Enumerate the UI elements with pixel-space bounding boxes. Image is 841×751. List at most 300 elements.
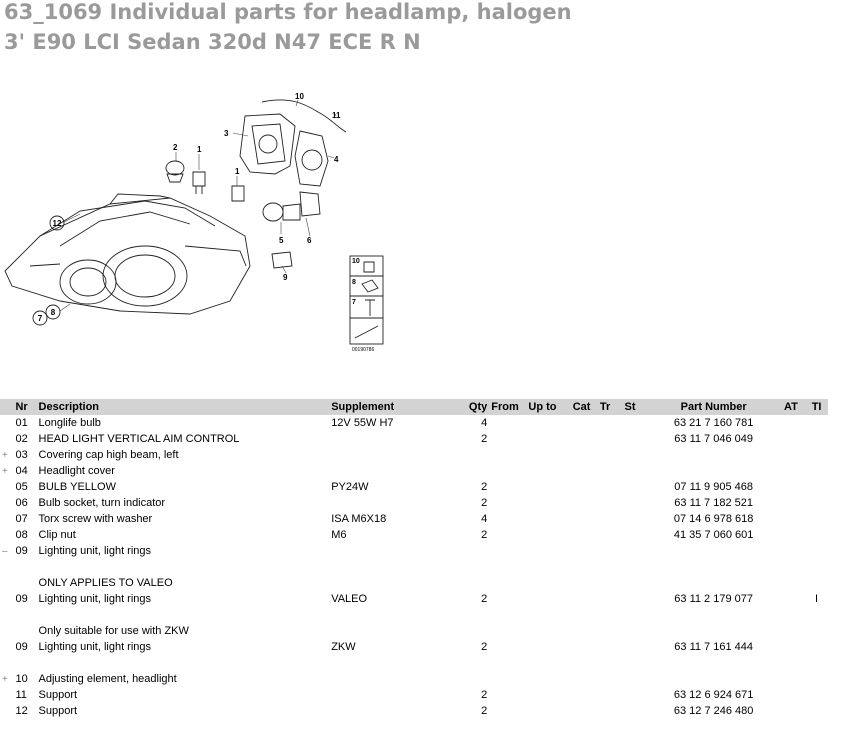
expand-toggle <box>0 575 13 591</box>
table-row[interactable] <box>0 495 828 511</box>
row-nr <box>13 575 36 591</box>
row-st <box>622 415 650 431</box>
row-st <box>622 671 650 687</box>
row-description: Support <box>38 705 78 717</box>
row-cat <box>571 495 598 511</box>
row-description: Clip nut <box>38 529 76 541</box>
row-nr: 08 <box>15 529 28 541</box>
row-supplement: VALEO <box>331 593 368 605</box>
row-ti <box>805 559 828 575</box>
table-row[interactable] <box>0 415 828 431</box>
row-part-number <box>651 671 777 687</box>
row-cat <box>571 543 598 559</box>
expand-toggle[interactable]: + <box>2 449 8 461</box>
row-description: Lighting unit, light rings <box>38 593 152 605</box>
row-at <box>777 607 806 623</box>
row-from <box>489 431 526 447</box>
row-cat <box>571 671 598 687</box>
row-ti <box>805 575 828 591</box>
row-ti <box>805 703 828 719</box>
row-nr: 06 <box>15 497 28 509</box>
row-cat <box>571 559 598 575</box>
row-description: Covering cap high beam, left <box>38 449 179 461</box>
row-nr: 09 <box>15 545 28 557</box>
row-qty: 2 <box>481 689 488 701</box>
row-nr: 05 <box>15 481 28 493</box>
row-tr <box>598 655 623 671</box>
row-st <box>622 703 650 719</box>
table-row[interactable] <box>0 703 828 719</box>
row-st <box>622 447 650 463</box>
row-cat <box>571 575 598 591</box>
parts-table <box>0 399 828 719</box>
callout-6: 6 <box>307 236 312 245</box>
callout-8: 8 <box>50 308 56 317</box>
bulb-housing <box>240 114 328 186</box>
row-from <box>489 527 526 543</box>
row-upto <box>526 495 570 511</box>
row-description: BULB YELLOW <box>38 481 116 493</box>
row-st <box>622 463 650 479</box>
table-row[interactable] <box>0 559 828 575</box>
row-tr <box>598 415 623 431</box>
row-qty <box>457 559 490 575</box>
table-row[interactable] <box>0 543 828 559</box>
callout-2: 2 <box>173 143 178 152</box>
row-nr: 07 <box>15 513 28 525</box>
row-qty <box>457 655 490 671</box>
row-description: ONLY APPLIES TO VALEO <box>38 577 173 589</box>
row-nr: 02 <box>15 433 28 445</box>
row-at <box>777 639 806 655</box>
callout-4: 4 <box>334 155 339 164</box>
row-part-number <box>651 623 777 639</box>
row-upto <box>526 447 570 463</box>
row-supplement <box>329 703 456 719</box>
legend-7: 7 <box>352 299 356 306</box>
row-at <box>777 543 806 559</box>
row-upto <box>526 639 570 655</box>
row-qty: 2 <box>481 593 488 605</box>
row-qty <box>457 543 490 559</box>
row-supplement: 12V 55W H7 <box>331 417 394 429</box>
row-at <box>777 495 806 511</box>
row-supplement <box>329 543 456 559</box>
row-st <box>622 687 650 703</box>
row-st <box>622 607 650 623</box>
row-description: HEAD LIGHT VERTICAL AIM CONTROL <box>38 433 240 445</box>
row-upto <box>526 559 570 575</box>
callout-7: 7 <box>37 314 43 323</box>
row-at <box>777 447 806 463</box>
row-cat <box>571 639 598 655</box>
row-from <box>489 495 526 511</box>
expand-toggle[interactable]: + <box>2 465 8 477</box>
row-from <box>489 671 526 687</box>
col-tr: Tr <box>599 401 611 413</box>
row-description: Headlight cover <box>38 465 115 477</box>
row-qty <box>457 447 490 463</box>
expand-toggle <box>0 511 13 527</box>
row-qty: 2 <box>481 497 488 509</box>
row-st <box>622 431 650 447</box>
row-cat <box>571 511 598 527</box>
expand-toggle <box>0 607 13 623</box>
table-row[interactable] <box>0 623 828 639</box>
row-at <box>777 703 806 719</box>
row-st <box>622 591 650 607</box>
expand-toggle[interactable]: + <box>2 673 8 685</box>
row-description <box>37 559 330 575</box>
row-description <box>37 655 330 671</box>
row-at <box>777 463 806 479</box>
row-qty <box>457 575 490 591</box>
row-from <box>489 687 526 703</box>
row-ti <box>805 415 828 431</box>
row-supplement <box>329 687 456 703</box>
row-tr <box>598 607 623 623</box>
row-qty: 2 <box>481 481 488 493</box>
row-at <box>777 479 806 495</box>
row-at <box>777 591 806 607</box>
page-title: 63_1069 Individual parts for headlamp, halogen <box>4 0 572 24</box>
row-st <box>622 655 650 671</box>
row-tr <box>598 543 623 559</box>
row-from <box>489 479 526 495</box>
row-at <box>777 511 806 527</box>
row-nr: 04 <box>15 465 28 477</box>
row-supplement <box>329 655 456 671</box>
col-part-number: Part Number <box>680 401 747 413</box>
col-from: From <box>491 401 519 413</box>
row-upto <box>526 463 570 479</box>
row-from <box>489 607 526 623</box>
row-from <box>489 511 526 527</box>
row-tr <box>598 527 623 543</box>
diagram-id: 00190786 <box>352 347 375 353</box>
row-description <box>37 607 330 623</box>
callout-5: 5 <box>279 236 284 245</box>
row-cat <box>571 623 598 639</box>
row-nr: 11 <box>15 689 27 701</box>
row-supplement <box>329 463 456 479</box>
col-at: AT <box>783 401 798 413</box>
row-st <box>622 575 650 591</box>
row-nr: 09 <box>15 641 28 653</box>
row-part-number[interactable]: 41 35 7 060 601 <box>673 529 754 541</box>
row-ti <box>805 639 828 655</box>
expand-toggle <box>0 655 13 671</box>
row-supplement: ISA M6X18 <box>331 513 387 525</box>
row-st <box>622 479 650 495</box>
row-at <box>777 431 806 447</box>
row-upto <box>526 543 570 559</box>
row-tr <box>598 431 623 447</box>
row-tr <box>598 575 623 591</box>
row-upto <box>526 527 570 543</box>
row-ti <box>805 543 828 559</box>
row-supplement <box>329 447 456 463</box>
row-supplement <box>329 431 456 447</box>
col-cat: Cat <box>572 401 591 413</box>
row-tr <box>598 703 623 719</box>
row-qty: 2 <box>481 641 488 653</box>
table-row[interactable] <box>0 607 828 623</box>
row-cat <box>571 655 598 671</box>
row-st <box>622 495 650 511</box>
row-upto <box>526 703 570 719</box>
row-ti[interactable]: I <box>815 593 819 605</box>
row-nr <box>13 559 36 575</box>
table-row[interactable] <box>0 463 828 479</box>
row-upto <box>526 591 570 607</box>
row-st <box>622 543 650 559</box>
row-ti <box>805 623 828 639</box>
row-at <box>777 527 806 543</box>
row-tr <box>598 559 623 575</box>
col-ti: TI <box>811 401 822 413</box>
row-qty: 2 <box>481 705 488 717</box>
col-upto: Up to <box>528 401 557 413</box>
row-tr <box>598 687 623 703</box>
table-row[interactable] <box>0 527 828 543</box>
row-st <box>622 623 650 639</box>
row-tr <box>598 495 623 511</box>
row-nr: 09 <box>15 593 28 605</box>
table-row[interactable] <box>0 655 828 671</box>
expand-toggle <box>0 591 13 607</box>
expand-toggle <box>0 687 13 703</box>
callout-3: 3 <box>224 129 229 138</box>
row-part-number <box>651 543 777 559</box>
row-description: Adjusting element, headlight <box>38 673 177 685</box>
row-ti <box>805 655 828 671</box>
row-upto <box>526 415 570 431</box>
row-upto <box>526 431 570 447</box>
row-part-number <box>651 655 777 671</box>
col-description: Description <box>38 401 100 413</box>
row-tr <box>598 591 623 607</box>
row-nr: 01 <box>15 417 28 429</box>
row-upto <box>526 575 570 591</box>
row-cat <box>571 527 598 543</box>
row-ti <box>805 495 828 511</box>
row-supplement <box>329 607 456 623</box>
row-upto <box>526 671 570 687</box>
expand-toggle <box>0 415 13 431</box>
row-at <box>777 687 806 703</box>
callout-9: 9 <box>283 273 288 282</box>
row-from <box>489 623 526 639</box>
col-nr: Nr <box>15 401 28 413</box>
row-description: Support <box>38 689 78 701</box>
row-ti <box>805 671 828 687</box>
row-tr <box>598 511 623 527</box>
row-cat <box>571 431 598 447</box>
table-row[interactable] <box>0 431 828 447</box>
expand-toggle <box>0 559 13 575</box>
row-part-number <box>651 559 777 575</box>
row-part-number <box>651 607 777 623</box>
row-part-number[interactable]: 63 11 7 046 049 <box>674 433 753 445</box>
row-ti <box>805 479 828 495</box>
legend-8: 8 <box>352 279 356 286</box>
row-at <box>777 671 806 687</box>
row-description: Longlife bulb <box>38 417 101 429</box>
row-st <box>622 527 650 543</box>
row-supplement <box>329 495 456 511</box>
table-row[interactable] <box>0 671 828 687</box>
row-at <box>777 655 806 671</box>
expand-toggle <box>0 527 13 543</box>
row-cat <box>571 447 598 463</box>
callout-11: 10 <box>295 92 304 101</box>
col-qty: Qty <box>468 401 488 413</box>
row-cat <box>571 415 598 431</box>
expand-toggle[interactable]: – <box>2 545 8 557</box>
row-ti <box>805 527 828 543</box>
callout-1b: 1 <box>235 167 240 176</box>
row-part-number[interactable]: 63 12 7 246 480 <box>673 705 754 717</box>
expand-toggle <box>0 623 13 639</box>
callout-12: 11 <box>332 111 341 120</box>
row-part-number[interactable]: 63 21 7 160 781 <box>673 417 754 429</box>
expand-toggle <box>0 431 13 447</box>
row-cat <box>571 479 598 495</box>
row-from <box>489 591 526 607</box>
row-from <box>489 447 526 463</box>
row-upto <box>526 623 570 639</box>
row-ti <box>805 511 828 527</box>
row-cat <box>571 687 598 703</box>
row-qty <box>457 671 490 687</box>
row-part-number <box>651 463 777 479</box>
row-at <box>777 415 806 431</box>
row-part-number[interactable]: 63 11 2 179 077 <box>674 593 753 605</box>
row-st <box>622 639 650 655</box>
row-description: Lighting unit, light rings <box>38 545 152 557</box>
row-upto <box>526 607 570 623</box>
row-nr <box>13 655 36 671</box>
legend-10: 10 <box>352 258 360 265</box>
table-row[interactable] <box>0 591 828 607</box>
row-from <box>489 703 526 719</box>
row-from <box>489 575 526 591</box>
row-qty: 2 <box>481 529 488 541</box>
table-row[interactable] <box>0 575 828 591</box>
row-supplement: ZKW <box>331 641 356 653</box>
row-from <box>489 639 526 655</box>
row-tr <box>598 671 623 687</box>
callout-10: 12 <box>52 219 62 228</box>
row-ti <box>805 607 828 623</box>
row-nr <box>13 607 36 623</box>
callout-1a: 1 <box>197 145 202 154</box>
row-qty <box>457 607 490 623</box>
table-header <box>0 399 828 415</box>
table-row[interactable] <box>0 479 828 495</box>
bulbs <box>166 161 320 268</box>
row-tr <box>598 479 623 495</box>
row-at <box>777 623 806 639</box>
row-supplement <box>329 575 456 591</box>
row-qty <box>457 623 490 639</box>
table-row[interactable] <box>0 687 828 703</box>
parts-diagram[interactable] <box>0 86 400 362</box>
row-nr: 03 <box>15 449 28 461</box>
table-row[interactable] <box>0 447 828 463</box>
row-part-number <box>651 575 777 591</box>
row-supplement: PY24W <box>331 481 369 493</box>
row-at <box>777 559 806 575</box>
row-st <box>622 559 650 575</box>
row-upto <box>526 687 570 703</box>
row-at <box>777 575 806 591</box>
row-part-number[interactable]: 07 14 6 978 618 <box>673 513 754 525</box>
row-ti <box>805 431 828 447</box>
row-nr: 10 <box>15 673 28 685</box>
row-supplement <box>329 671 456 687</box>
row-nr <box>13 623 36 639</box>
row-part-number[interactable]: 63 11 7 182 521 <box>674 497 753 509</box>
col-expand <box>0 399 13 415</box>
row-part-number[interactable]: 63 12 6 924 671 <box>673 689 754 701</box>
row-upto <box>526 511 570 527</box>
expand-toggle <box>0 639 13 655</box>
row-qty: 4 <box>481 417 488 429</box>
row-from <box>489 559 526 575</box>
expand-toggle <box>0 703 13 719</box>
table-row[interactable] <box>0 511 828 527</box>
row-supplement <box>329 559 456 575</box>
expand-toggle <box>0 479 13 495</box>
row-cat <box>571 591 598 607</box>
row-from <box>489 655 526 671</box>
row-tr <box>598 447 623 463</box>
row-upto <box>526 655 570 671</box>
row-part-number[interactable]: 07 11 9 905 468 <box>674 481 753 493</box>
row-cat <box>571 703 598 719</box>
row-description: Lighting unit, light rings <box>38 641 152 653</box>
headlamp-housing <box>5 194 250 314</box>
page-subtitle: 3' E90 LCI Sedan 320d N47 ECE R N <box>4 30 421 54</box>
table-row[interactable] <box>0 639 828 655</box>
row-part-number[interactable]: 63 11 7 161 444 <box>674 641 753 653</box>
row-from <box>489 543 526 559</box>
row-ti <box>805 687 828 703</box>
row-part-number <box>651 447 777 463</box>
row-supplement: M6 <box>331 529 347 541</box>
row-supplement <box>329 623 456 639</box>
row-ti <box>805 447 828 463</box>
row-cat <box>571 463 598 479</box>
row-tr <box>598 623 623 639</box>
row-st <box>622 511 650 527</box>
row-qty: 4 <box>481 513 488 525</box>
row-description: Torx screw with washer <box>38 513 153 525</box>
col-st: St <box>624 401 636 413</box>
row-qty <box>457 463 490 479</box>
row-description: Bulb socket, turn indicator <box>38 497 166 509</box>
row-nr: 12 <box>15 705 28 717</box>
row-upto <box>526 479 570 495</box>
col-supplement: Supplement <box>331 401 395 413</box>
row-description: Only suitable for use with ZKW <box>38 625 189 637</box>
row-ti <box>805 463 828 479</box>
row-tr <box>598 639 623 655</box>
row-from <box>489 415 526 431</box>
row-cat <box>571 607 598 623</box>
